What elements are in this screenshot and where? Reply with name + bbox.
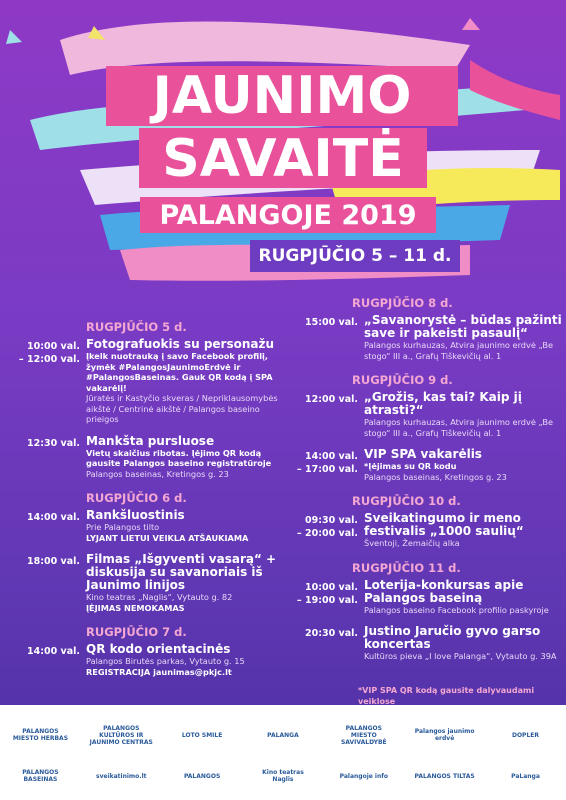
sponsor-logos-footer <box>0 705 566 800</box>
event-item <box>290 314 562 361</box>
day-heading: RUGPJŪČIO 9 d. <box>352 373 453 387</box>
event-item <box>0 338 290 425</box>
title-line-1: JAUNIMO <box>106 66 458 126</box>
left-schedule-column <box>0 320 290 687</box>
sponsor-logo[interactable]: Palangos jaunimo erdvė <box>414 728 475 742</box>
event-item <box>290 448 562 482</box>
event-time: 14:00 val. <box>26 646 80 657</box>
sponsor-logo[interactable]: PALANGOS TILTAS <box>414 772 475 780</box>
date-range: RUGPJŪČIO 5 – 11 d. <box>250 240 460 272</box>
event-time: 10:00 val. – 12:00 val. <box>18 341 80 365</box>
event-time: 12:30 val. <box>26 437 80 449</box>
day-heading: RUGPJŪČIO 7 d. <box>86 625 187 639</box>
event-note: Palangos Birutės parkas, Vytauto g. 15 <box>86 656 245 666</box>
sponsor-logo[interactable]: PALANGOS <box>183 772 221 780</box>
event-time: 18:00 val. <box>26 556 80 567</box>
event-note: Palangos baseinas, Kretingos g. 23 <box>86 468 229 479</box>
event-note: Palangos baseino Facebook profilio paskyroje <box>364 604 549 615</box>
event-title: Fotografuokis su personažu <box>86 337 275 351</box>
title-line-3: PALANGOJE 2019 <box>140 197 436 233</box>
event-note: *Įėjimas su QR kodu <box>364 461 457 471</box>
sponsor-logo[interactable]: Kino teatras Naglis <box>262 769 304 783</box>
day-heading: RUGPJŪČIO 8 d. <box>352 296 453 310</box>
event-note: Palangos kurhauzas, Atvira jaunimo erdvė „Be stogo“ III a., Grafų Tiškevičių al. 1 <box>364 340 554 361</box>
event-time: 20:30 val. <box>304 628 358 639</box>
title-line-2: SAVAITĖ <box>139 128 427 188</box>
day-heading: RUGPJŪČIO 6 d. <box>86 491 187 505</box>
event-note: ĮĖJIMAS NEMOKAMAS <box>86 602 185 613</box>
event-note: Jūratės ir Kastyčio skveras / Nepriklausomybės aikštė / Centrinė aikštė / Palangos baseino prieigos <box>86 393 278 424</box>
event-title: Justino Jaručio gyvo garso koncertas <box>364 624 541 651</box>
event-note: LYJANT LIETUI VEIKLA ATŠAUKIAMA <box>86 532 249 543</box>
event-title: Loterija-konkursas apie Palangos baseiną <box>364 577 524 605</box>
event-item <box>0 435 290 480</box>
event-item <box>290 579 562 616</box>
event-title: Mankšta pursluose <box>86 433 215 448</box>
sponsor-logo[interactable]: sveikatinimo.lt <box>96 772 147 780</box>
sponsor-logo[interactable]: DOPLER <box>511 731 539 739</box>
day-heading: RUGPJŪČIO 5 d. <box>86 320 187 334</box>
event-time: 10:00 val. – 19:00 val. <box>296 581 358 606</box>
event-item <box>290 625 562 662</box>
event-item <box>0 553 290 613</box>
day-heading: RUGPJŪČIO 11 d. <box>352 560 461 575</box>
event-note: Įkelk nuotrauką į savo Facebook profilį, žymėk #PalangosJaunimoErdvė ir #PalangosBaseinas. Gauk QR kodą į SPA vakarėlį! <box>86 351 273 393</box>
event-title: „Grožis, kas tai? Kaip jį atrasti?“ <box>364 390 522 417</box>
event-item <box>290 512 562 549</box>
day-heading: RUGPJŪČIO 10 d. <box>352 494 461 508</box>
event-note: Kultūros pieva „I love Palanga“, Vytauto g. 39A <box>364 651 557 661</box>
vip-footnote: *VIP SPA QR kodą gausite dalyvaudami veiklose <box>358 686 535 706</box>
sponsor-logo[interactable]: PALANGA <box>267 731 299 739</box>
sponsor-logo[interactable]: Palangoje info <box>339 772 388 780</box>
event-title: „Savanorystė – būdas pažinti save ir pakeisti pasaulį“ <box>364 313 562 340</box>
event-note: REGISTRACIJA jaunimas@pkjc.lt <box>86 666 232 677</box>
event-item <box>0 643 290 677</box>
event-note: Prie Palangos tilto <box>86 522 160 532</box>
event-note: Palangos baseinas, Kretingos g. 23 <box>364 471 507 482</box>
event-title: VIP SPA vakarėlis <box>364 447 482 461</box>
event-note: Šventoji, Žemaičių alka <box>364 538 460 548</box>
right-schedule-column <box>290 296 562 672</box>
sponsor-logo[interactable]: LOTO SMILE <box>181 731 223 739</box>
event-time: 14:00 val. – 17:00 val. <box>296 451 358 475</box>
sponsor-logo[interactable]: PALANGOS KULTŪROS IR JAUNIMO CENTRAS <box>89 724 153 746</box>
sponsor-logo[interactable]: PaLanga <box>511 772 540 780</box>
event-time: 12:00 val. <box>304 394 358 405</box>
event-note: Palangos kurhauzas, Atvira jaunimo erdvė „Be stogo“ III a., Grafų Tiškevičių al. 1 <box>364 417 554 438</box>
event-title: Filmas „Išgyventi vasarą“ + diskusija su savanoriais iš Jaunimo linijos <box>86 552 277 592</box>
event-note: Vietų skaičius ribotas. Įėjimo QR kodą gausite Palangos baseino registratūroje <box>86 447 272 468</box>
event-time: 09:30 val. – 20:00 val. <box>296 515 358 539</box>
sponsor-logo[interactable]: PALANGOS BASEINAS <box>22 769 59 783</box>
event-item <box>290 391 562 438</box>
sponsor-logo[interactable]: PALANGOS MIESTO HERBAS <box>12 728 69 742</box>
event-title: QR kodo orientacinės <box>86 642 231 656</box>
event-time: 15:00 val. <box>304 317 358 328</box>
event-note: Kino teatras „Naglis“, Vytauto g. 82 <box>86 592 233 602</box>
event-title: Sveikatingumo ir meno festivalis „1000 saulių“ <box>364 511 524 538</box>
event-title: Rankšluostinis <box>86 508 185 522</box>
event-time: 14:00 val. <box>26 512 80 523</box>
sponsor-logo[interactable]: PALANGOS MIESTO SAVIVALDYBĖ <box>340 724 387 746</box>
event-item <box>0 509 290 543</box>
